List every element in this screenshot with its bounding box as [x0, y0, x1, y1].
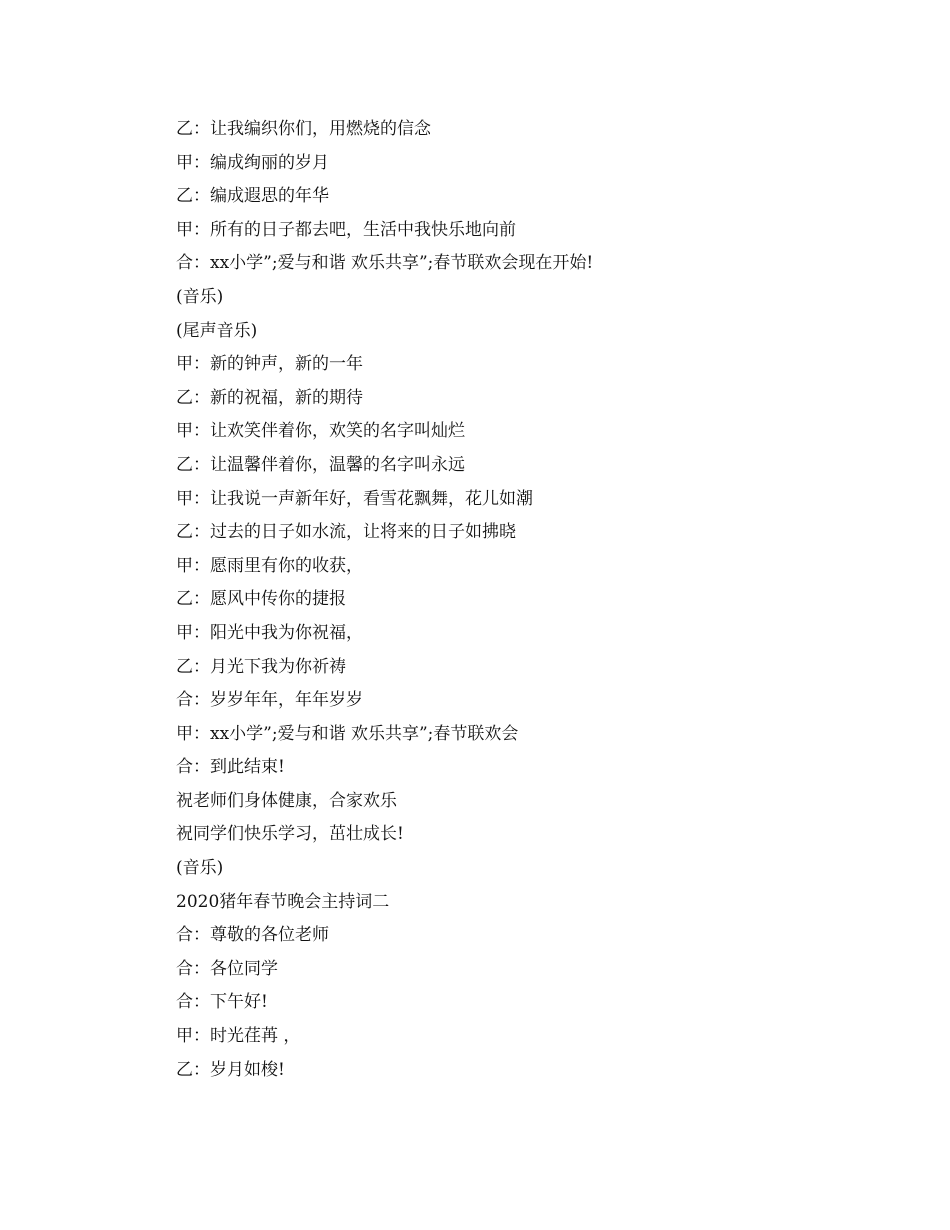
text-line: (音乐): [176, 858, 224, 879]
text-line: 乙：过去的日子如水流，让将来的日子如拂晓: [176, 522, 516, 543]
text-line: 祝老师们身体健康，合家欢乐: [176, 790, 397, 811]
text-line: 乙：让温馨伴着你，温馨的名字叫永远: [176, 454, 465, 475]
text-line: 甲：让欢笑伴着你，欢笑的名字叫灿烂: [176, 421, 465, 442]
text-line: 甲：阳光中我为你祝福，: [176, 622, 363, 643]
text-line: 乙：新的祝福，新的期待: [176, 387, 363, 408]
text-line: 乙：愿风中传你的捷报: [176, 589, 346, 610]
document-body: [176, 113, 856, 1087]
text-line: 祝同学们快乐学习，茁壮成长!: [176, 824, 404, 845]
text-line: 合：到此结束!: [176, 757, 285, 778]
text-line: 甲：所有的日子都去吧，生活中我快乐地向前: [176, 219, 516, 240]
text-line: 甲：新的钟声，新的一年: [176, 354, 363, 375]
text-line: (音乐): [176, 286, 224, 307]
text-line: 乙：岁月如梭!: [176, 1059, 285, 1080]
text-line: 合：xx小学”;爱与和谐 欢乐共享”;春节联欢会现在开始!: [176, 253, 594, 274]
text-line: 甲：xx小学”;爱与和谐 欢乐共享”;春节联欢会: [176, 723, 519, 744]
text-line: 乙：编成遐思的年华: [176, 186, 329, 207]
text-line: 合：各位同学: [176, 958, 278, 979]
text-line: 甲：时光荏苒 ，: [176, 1026, 301, 1047]
text-line: 乙：月光下我为你祈祷: [176, 656, 346, 677]
section-heading: 2020猪年春节晚会主持词二: [176, 891, 390, 912]
text-line: 合：岁岁年年，年年岁岁: [176, 690, 363, 711]
text-line: 甲：编成绚丽的岁月: [176, 152, 329, 173]
text-line: (尾声音乐): [176, 320, 258, 341]
text-line: 甲：愿雨里有你的收获，: [176, 555, 363, 576]
text-line: 乙：让我编织你们，用燃烧的信念: [176, 119, 431, 139]
text-line: 甲：让我说一声新年好，看雪花飘舞，花儿如潮: [176, 488, 533, 509]
text-line: 合：下午好!: [176, 992, 268, 1013]
text-line: 合：尊敬的各位老师: [176, 925, 329, 946]
